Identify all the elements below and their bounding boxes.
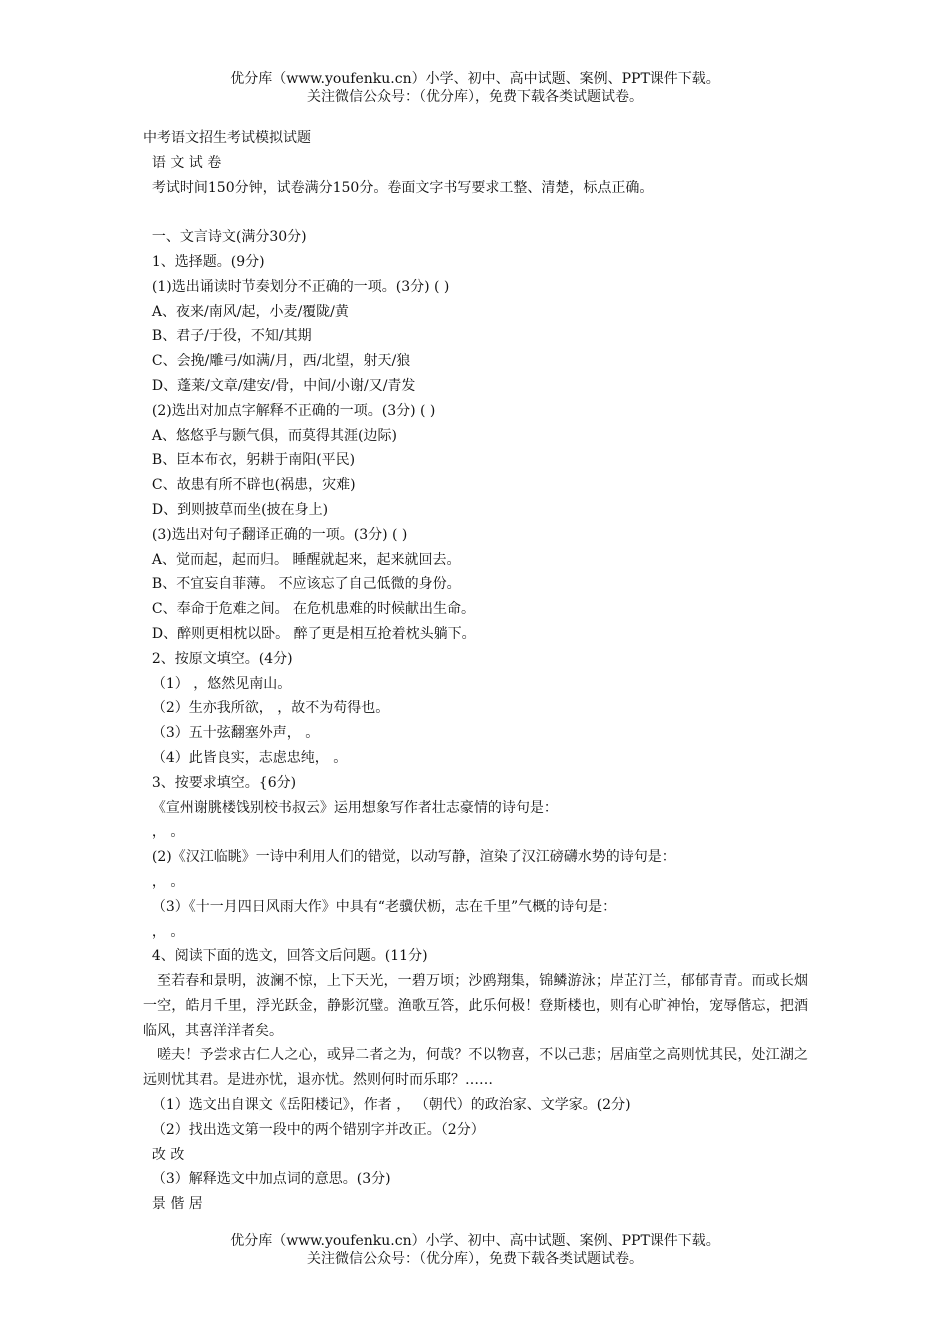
option-b: B、臣本布衣，躬耕于南阳(平民) bbox=[143, 452, 356, 469]
doc-title: 中考语文招生考试模拟试题 bbox=[143, 130, 311, 146]
header-line-2: 关注微信公众号：（优分库），免费下载各类试题试卷。 bbox=[307, 89, 643, 105]
option-a: A、悠悠乎与颢气俱，而莫得其涯(边际) bbox=[143, 427, 397, 444]
fill-blank-item: （3）五十弦翻塞外声， 。 bbox=[143, 725, 320, 742]
option-d: D、蓬莱/文章/建安/骨，中间/小谢/又/青发 bbox=[143, 377, 416, 394]
spacer bbox=[143, 200, 808, 225]
option-b: B、不宜妄自菲薄。 不应该忘了自己低微的身份。 bbox=[143, 576, 461, 593]
header-line-1: 优分库（www.youfenku.cn）小学、初中、高中试题、案例、PPT课件下载。 bbox=[230, 71, 720, 87]
option-a: A、觉而起，起而归。 睡醒就起来，起来就回去。 bbox=[143, 551, 461, 568]
section-heading: 一、文言诗文(满分30分) bbox=[143, 229, 307, 246]
question-3-3: （3）《十一月四日风雨大作》中具有“老骥伏枥，志在千里”气概的诗句是： bbox=[143, 898, 617, 915]
fill-blank-item: （1） ，悠然见南山。 bbox=[143, 675, 292, 692]
footer-line-1: 优分库（www.youfenku.cn）小学、初中、高中试题、案例、PPT课件下载。 bbox=[230, 1233, 720, 1249]
question-4-1: （1）选文出自课文《岳阳楼记》，作者 ， （朝代）的政治家、文学家。(2分) bbox=[143, 1097, 631, 1114]
question-3-2: (2)《汉江临眺》一诗中利用人们的错觉，以动写静，渲染了汉江磅礴水势的诗句是： bbox=[143, 849, 676, 866]
question-3: 3、按要求填空。{6分) bbox=[143, 774, 297, 791]
fill-blank-item: （4）此皆良实，志虑忠纯， 。 bbox=[143, 749, 348, 766]
footer-line-2: 关注微信公众号：（优分库），免费下载各类试题试卷。 bbox=[307, 1251, 643, 1267]
doc-subtitle: 语 文 试 卷 bbox=[143, 154, 222, 171]
option-d: D、到则披草而坐(披在身上) bbox=[143, 501, 329, 518]
fill-blank-item: （2）生亦我所欲， ，故不为苟得也。 bbox=[143, 700, 390, 717]
question-4-2: （2）找出选文第一段中的两个错别字并改正。（2分） bbox=[143, 1121, 485, 1138]
option-c: C、会挽/雕弓/如满/月，西/北望，射天/狼 bbox=[143, 353, 411, 370]
option-a: A、夜来/南风/起，小麦/覆陇/黄 bbox=[143, 303, 349, 320]
option-c: C、奉命于危难之间。 在危机患难的时候献出生命。 bbox=[143, 601, 476, 618]
reading-passage-paragraph-2: 嗟夫！予尝求古仁人之心，或异二者之为，何哉？不以物喜，不以己悲；居庙堂之高则忧其民，处江湖之远则忧其君。是进亦忧，退亦忧。然则何时而乐耶？…… bbox=[143, 1047, 808, 1089]
option-d: D、醉则更相枕以卧。 醉了更是相互抢着枕头躺下。 bbox=[143, 625, 476, 642]
answer-blank: ， 。 bbox=[143, 873, 185, 890]
question-1-1: (1)选出诵读时节奏划分不正确的一项。(3分) ( ) bbox=[143, 278, 450, 295]
page-header bbox=[0, 70, 950, 106]
answer-blank: ， 。 bbox=[143, 923, 185, 940]
answer-line: 改 改 bbox=[143, 1146, 185, 1163]
document-body bbox=[143, 126, 808, 1217]
question-4-3: （3）解释选文中加点词的意思。(3分) bbox=[143, 1171, 391, 1188]
answer-blank: ， 。 bbox=[143, 824, 185, 841]
question-4: 4、阅读下面的选文，回答文后问题。(11分) bbox=[143, 948, 428, 965]
answer-line: 景 偕 居 bbox=[143, 1196, 203, 1213]
reading-passage-paragraph-1: 至若春和景明，波澜不惊，上下天光，一碧万顷；沙鸥翔集，锦鳞游泳；岸芷汀兰，郁郁青青。而或长烟一空，皓月千里，浮光跃金，静影沉璧。渔歌互答，此乐何极！登斯楼也，则有心旷神怡，宠辱偕忘，把酒临风，其喜洋洋者矣。 bbox=[143, 973, 808, 1039]
option-b: B、君子/于役，不知/其期 bbox=[143, 328, 312, 345]
option-c: C、故患有所不辟也(祸患，灾难) bbox=[143, 477, 356, 494]
question-1-2: (2)选出对加点字解释不正确的一项。(3分) ( ) bbox=[143, 402, 436, 419]
page-footer bbox=[0, 1232, 950, 1268]
question-1: 1、选择题。(9分) bbox=[143, 253, 265, 270]
question-3-1: 《宣州谢朓楼饯别校书叔云》运用想象写作者壮志豪情的诗句是： bbox=[143, 799, 558, 816]
question-1-3: (3)选出对句子翻译正确的一项。(3分) ( ) bbox=[143, 526, 408, 543]
exam-instructions: 考试时间150分钟，试卷满分150分。卷面文字书写要求工整、清楚，标点正确。 bbox=[143, 179, 654, 196]
question-2: 2、按原文填空。(4分) bbox=[143, 650, 293, 667]
